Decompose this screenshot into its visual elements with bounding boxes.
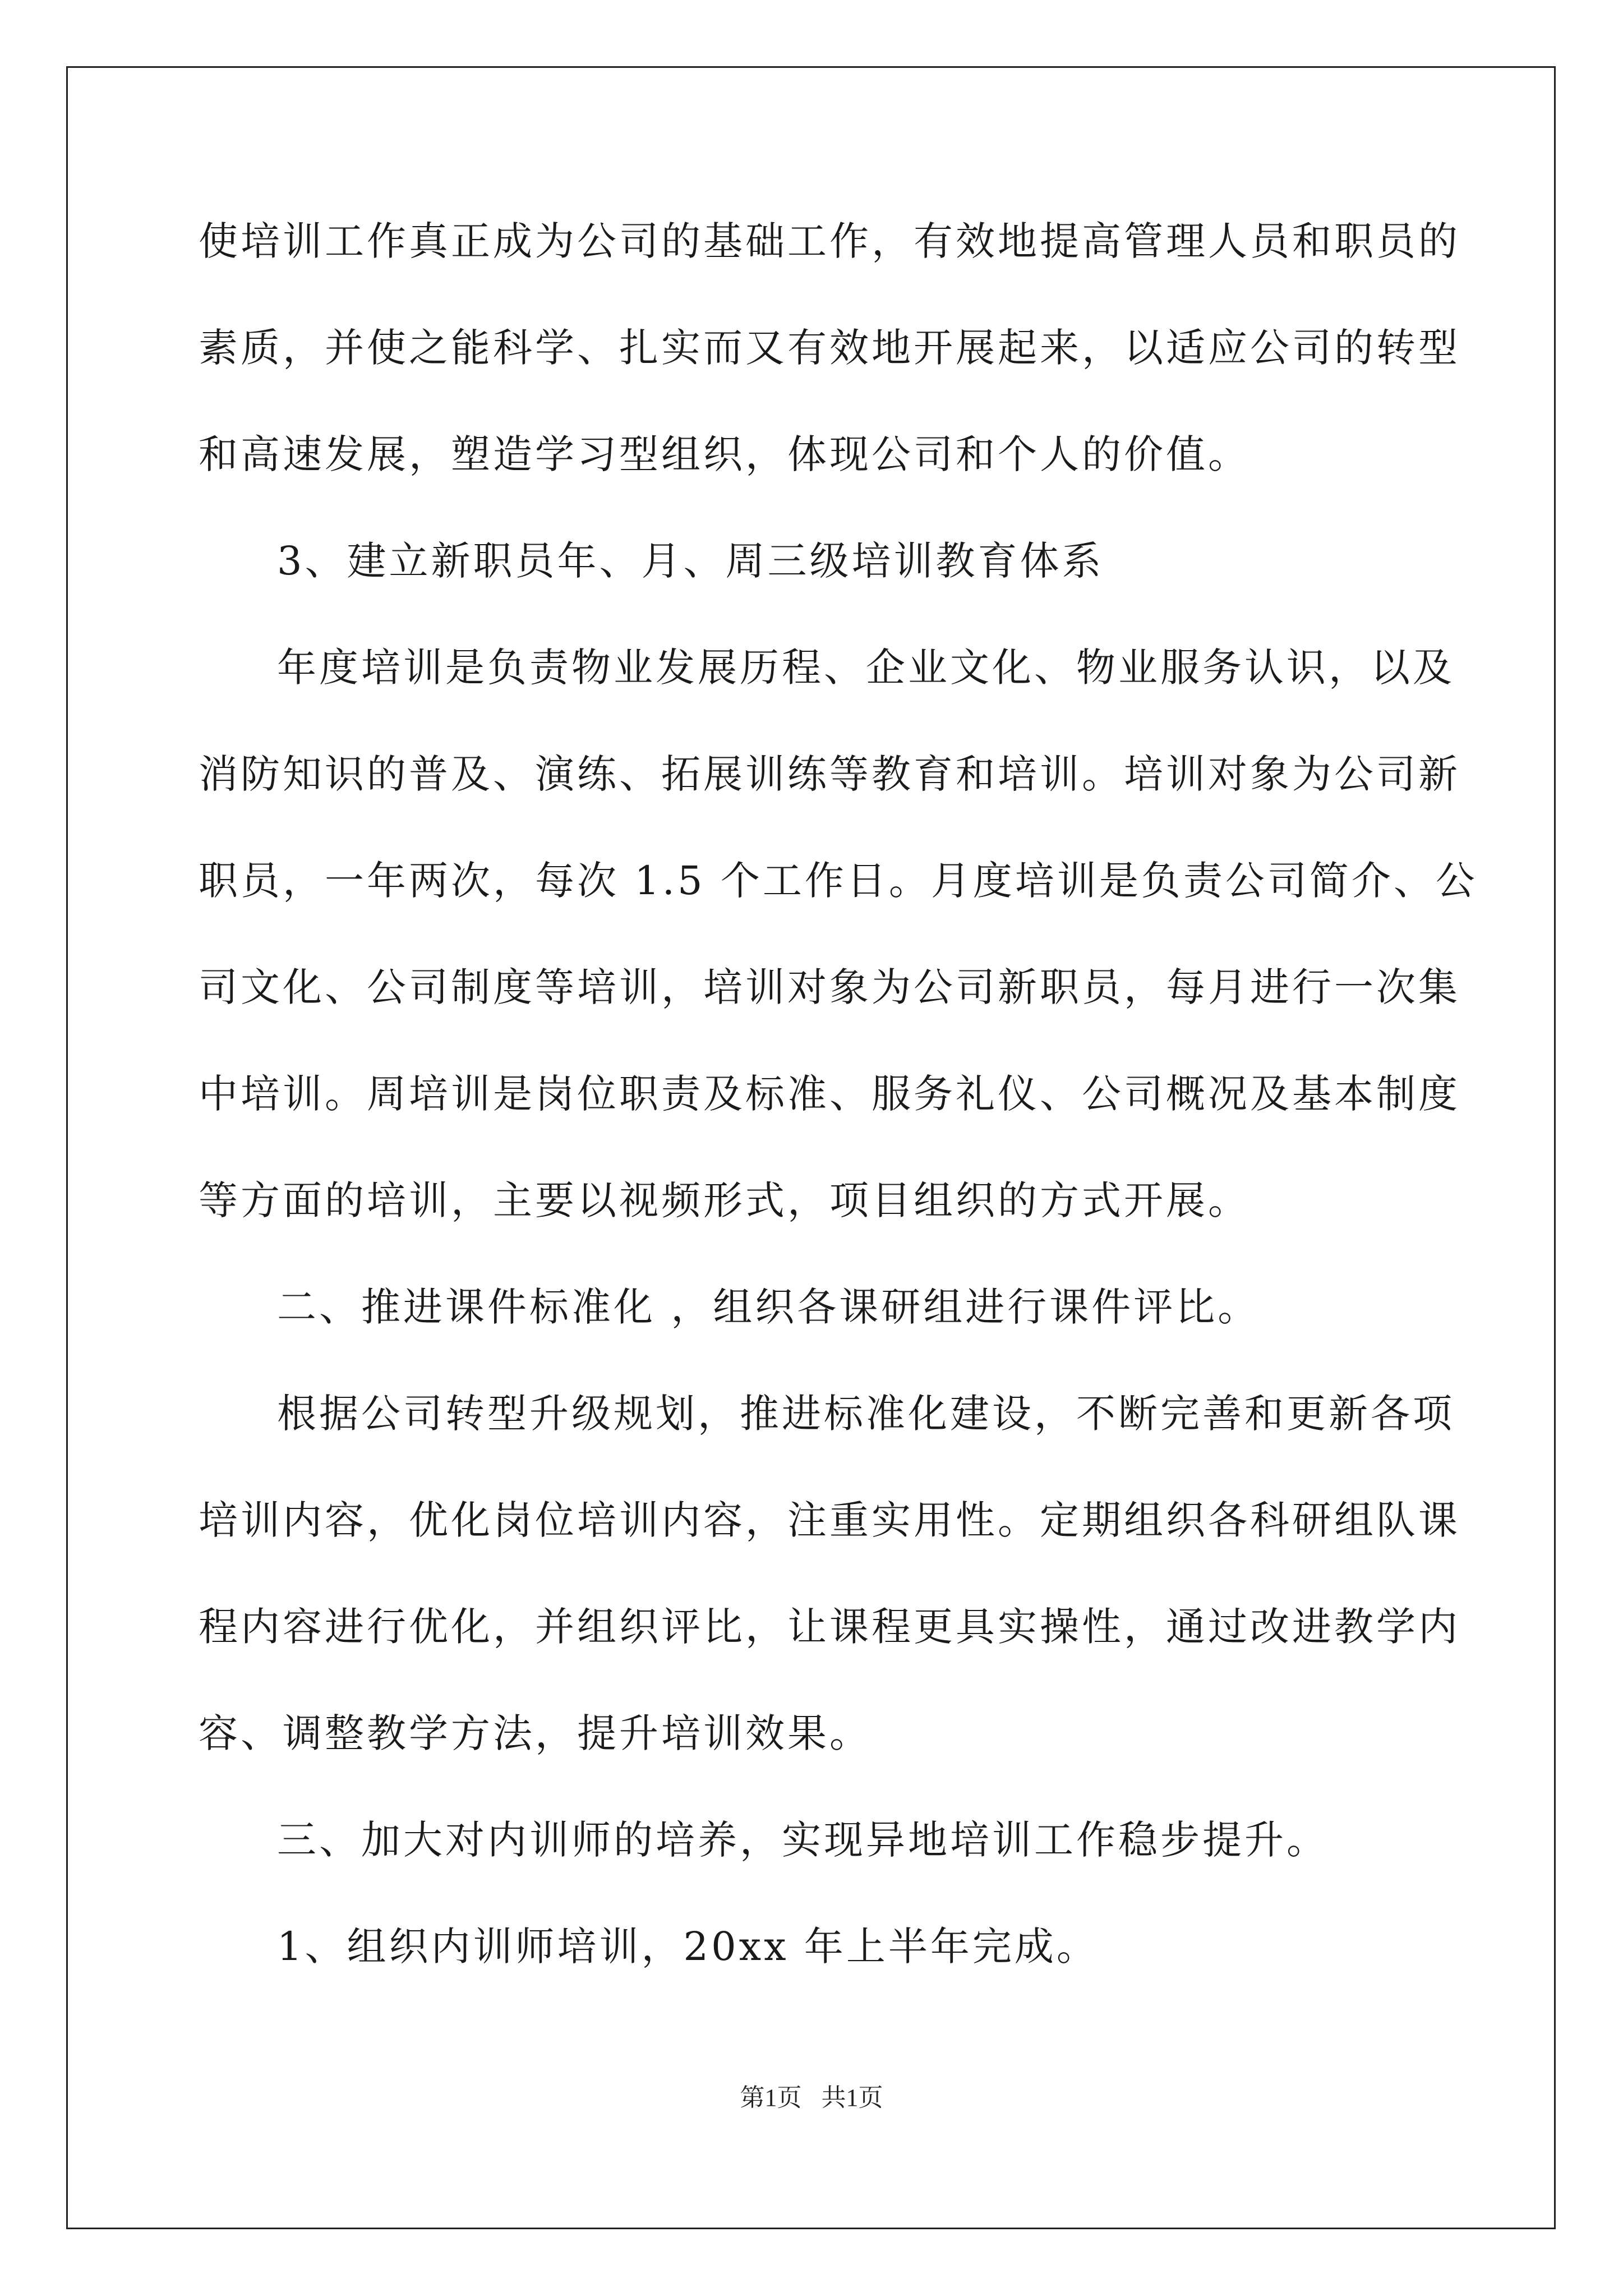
page-number: 第1页 <box>740 2084 802 2111</box>
text-line: 职员，一年两次，每次 1.5 个工作日。月度培训是负责公司简介、公 <box>199 858 1478 904</box>
text-line: 程内容进行优化，并组织评比，让课程更具实操性，通过改进教学内 <box>199 1604 1460 1650</box>
text-line: 使培训工作真正成为公司的基础工作，有效地提高管理人员和职员的 <box>199 218 1460 264</box>
text-line: 三、加大对内训师的培养，实现异地培训工作稳步提升。 <box>277 1817 1329 1863</box>
page-total: 共1页 <box>821 2084 883 2111</box>
text-line: 容、调整教学方法，提升培训效果。 <box>199 1710 872 1756</box>
page-footer <box>0 2081 1623 2115</box>
text-line: 和高速发展，塑造学习型组织，体现公司和个人的价值。 <box>199 431 1250 477</box>
text-line: 年度培训是负责物业发展历程、企业文化、物业服务认识，以及 <box>277 645 1455 691</box>
text-line: 3、建立新职员年、月、周三级培训教育体系 <box>277 538 1104 584</box>
text-line: 1、组织内训师培训，20xx 年上半年完成。 <box>277 1924 1099 1970</box>
text-line: 培训内容，优化岗位培训内容，注重实用性。定期组织各科研组队课 <box>199 1497 1460 1543</box>
text-line: 根据公司转型升级规划，推进标准化建设，不断完善和更新各项 <box>277 1391 1455 1437</box>
text-line: 素质，并使之能科学、扎实而又有效地开展起来，以适应公司的转型 <box>199 325 1460 371</box>
text-line: 司文化、公司制度等培训，培训对象为公司新职员，每月进行一次集 <box>199 964 1460 1010</box>
text-line: 中培训。周培训是岗位职责及标准、服务礼仪、公司概况及基本制度 <box>199 1071 1460 1117</box>
text-line: 消防知识的普及、演练、拓展训练等教育和培训。培训对象为公司新 <box>199 751 1460 797</box>
text-line: 等方面的培训，主要以视频形式，项目组织的方式开展。 <box>199 1177 1250 1223</box>
text-line: 二、推进课件标准化 ，组织各课研组进行课件评比。 <box>277 1284 1260 1330</box>
page-border <box>66 66 1556 2229</box>
